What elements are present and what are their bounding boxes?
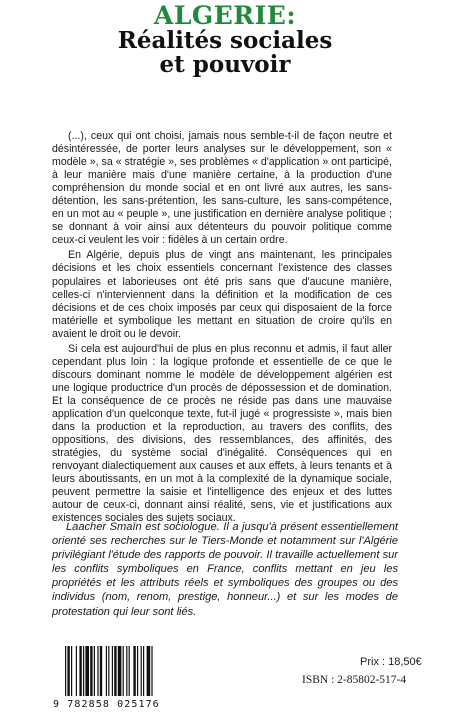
- barcode-number: 9 782858 025176: [53, 699, 160, 710]
- title-subtitle-line2: et pouvoir: [159, 51, 291, 78]
- title-block: [0, 2, 450, 77]
- barcode: [53, 644, 195, 712]
- back-cover-text: [52, 130, 392, 525]
- author-bio-text: Laacher Smaïn est sociologue. Il a jusqu'à présent essentiellement orienté ses recherches sur le Tiers-Monde et notamment sur l'Algérie privilégiant l'étude des rapports de pouvoir. Il travaille actuellement sur les conflits symboliques en France, conflits mettant en jeu les propriétés et les attributs réels et symboliques des groupes ou des individus (nom, renom, prestige, honneur...) et sur les modes de protestation qui leur sont liés.: [52, 521, 398, 618]
- title-country: ALGERIE:: [153, 1, 297, 30]
- title-subtitle-line1: Réalités sociales: [117, 27, 333, 54]
- paragraph: Si cela est aujourd'hui de plus en plus reconnu et admis, il faut aller cependant plus loin : la logique profonde et essentielle de ce que le discours dominant nomme le modèle de développement algérien est une logique productrice d'un procès de dépossession et de domination. Et la conséquence de ce procès ne réside pas dans une mauvaise application d'un quelconque texte, fut-il jugé « progressiste », mais bien dans la production et la reproduction, au travers des conflits, des oppositions, des divisions, des ressemblances, des affinités, des stratégies, du système social d'inégalité. Conséquences qui en renvoyant dialectiquement aux causes et aux effets, à leurs tenants et à leurs aboutissants, en un mot à la complexité de la dynamique sociale, peuvent permettre la saisie et l'intelligence des enjeux et des luttes autour de ceux-ci, donnant ainsi réalité, sens, vie et justifications aux existences sociales des sujets sociaux.: [52, 342, 392, 525]
- paragraph: (...), ceux qui ont choisi, jamais nous semble-t-il de façon neutre et désintéressée, de porter leurs analyses sur le développement, son « modèle », sa « stratégie », ses problèmes « d'application » ont participé, à leur manière mais d'une manière certaine, à la production d'une compréhension du monde social et en ont livré aux autres, les sans-détention, les sans-prétention, les sans-culture, les sans-compétence, en un mot au « peuple », une justification en dernière analyse politique ; se donnant à voir ainsi aux détenteurs du pouvoir politique comme ceux-ci veulent les voir : fidèles à un certain ordre.: [52, 130, 392, 247]
- paragraph: En Algérie, depuis plus de vingt ans maintenant, les principales décisions et les choix essentiels concernant l'existence des classes populaires et laborieuses ont été pris sans que d'aucune manière, celles-ci n'interviennent dans la définition et la modification de ces décisions et de ces choix imposés par ceux qui disposaient de la force matérielle et symbolique les mettant en situation de croire qu'ils en avaient le droit ou le devoir.: [52, 249, 392, 340]
- author-bio: [52, 520, 398, 619]
- isbn: ISBN : 2-85802-517-4: [302, 674, 407, 686]
- barcode-icon: [65, 646, 189, 698]
- price: Prix : 18,50€: [360, 656, 422, 668]
